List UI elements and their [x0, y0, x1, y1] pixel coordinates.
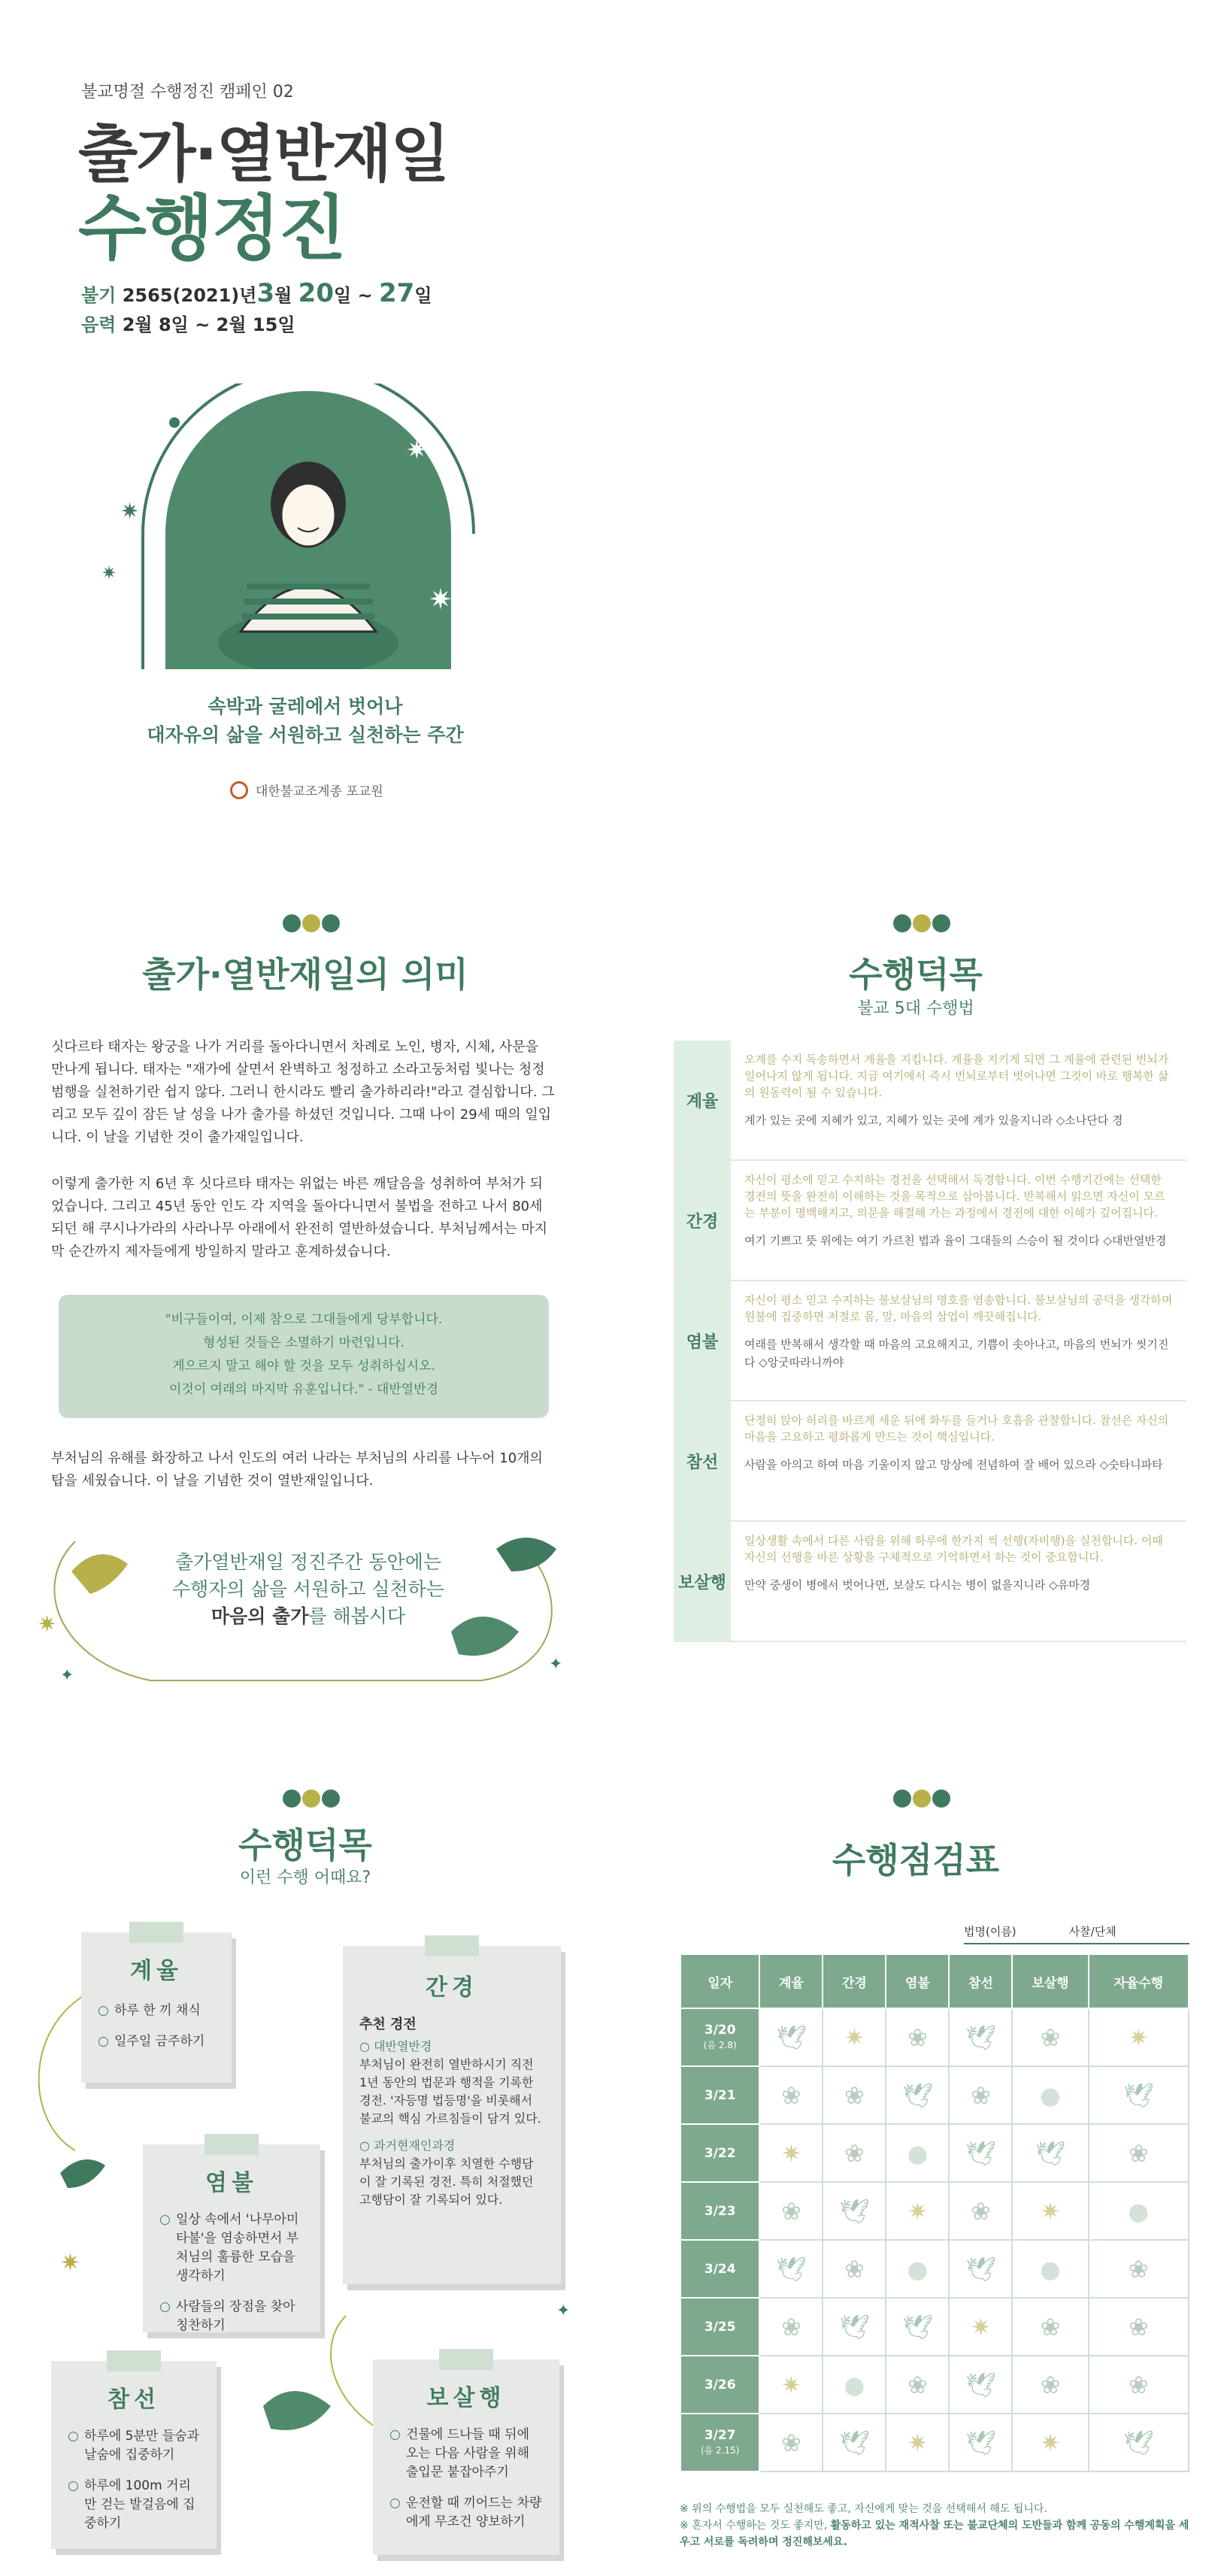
date-cell	[680, 2240, 759, 2298]
bird-icon: 🕊	[839, 2196, 870, 2226]
sutra-desc: 부처님의 출가이후 치열한 수행담이 잘 기록된 경전. 특히 처절했던 고행담이 잘 기록되어 있다.	[359, 2156, 534, 2207]
virtue-row	[674, 1522, 1186, 1642]
check-cell[interactable]	[886, 2182, 949, 2240]
table-row	[680, 2066, 1189, 2124]
check-cell[interactable]	[1012, 2124, 1088, 2182]
lotus-icon: ❀	[781, 2196, 801, 2226]
seal-icon	[230, 781, 248, 799]
virtue-description: 자신이 평소 믿고 수지하는 불보살님의 명호를 염송합니다. 불보살님의 공덕을 생각하며 원불에 집중하면 저절로 몸, 말, 마음의 삼업이 깨끗해집니다.	[744, 1293, 1173, 1323]
check-cell[interactable]	[1089, 2124, 1189, 2182]
note-chanting	[143, 2144, 320, 2332]
section-dots	[893, 914, 950, 932]
bird-icon: 🕊	[1123, 2080, 1154, 2110]
circle-icon: ●	[907, 2138, 929, 2168]
svg-text:✷: ✷	[120, 499, 140, 525]
note-list	[68, 2427, 200, 2533]
check-cell[interactable]	[949, 2124, 1012, 2182]
check-cell[interactable]	[759, 2298, 823, 2356]
list-item: ○ 일상 속에서 '나무아미타불'을 염송하면서 부처님의 훌륭한 모습을 생각하기	[159, 2211, 304, 2286]
note-meditation	[51, 2361, 217, 2549]
checklist-footnote	[680, 2501, 1198, 2550]
practice-title: 수행덕목	[238, 1825, 372, 1865]
check-cell[interactable]	[886, 2240, 949, 2298]
check-cell[interactable]	[1089, 2240, 1189, 2298]
check-cell[interactable]	[823, 2066, 886, 2124]
virtues-table	[674, 1041, 1186, 1642]
check-cell[interactable]	[1012, 2298, 1088, 2356]
date-label: 3/20	[704, 2022, 736, 2038]
meaning-paragraph-1: 싯다르타 태자는 왕궁을 나가 거리를 돌아다니면서 차례로 노인, 병자, 시체, 사문을 만나게 됩니다. 태자는 "재가에 살면서 완벽하고 청정하고 소라고둥처럼 빛나는 청정범행을 실천하기란 쉽지 않다. 그러니 한시라도 빨리 출가하리라!"라고 결심합니다. 그리고 모두 깊이 잠든 날 성을 나가 출가를 하셨던 것입니다. 그때 나이 29세 때의 일입니다. 이 날을 기념한 것이 출가재일입니다.	[51, 1039, 555, 1145]
date-label: 3/26	[704, 2377, 736, 2393]
note-list	[98, 2002, 215, 2051]
check-cell[interactable]	[886, 2124, 949, 2182]
bird-icon: 🕊	[965, 2254, 996, 2284]
date-label: 3/22	[704, 2145, 736, 2161]
lunar-date-label: (음 2.8)	[703, 2039, 737, 2050]
virtue-body	[731, 1522, 1186, 1641]
bird-icon: 🕊	[965, 2023, 996, 2052]
virtues-title: 수행덕목	[849, 954, 983, 995]
svg-text:✦: ✦	[556, 2302, 571, 2320]
check-cell[interactable]	[1012, 2182, 1088, 2240]
svg-text:✷: ✷	[429, 583, 453, 616]
section-dots	[893, 1790, 950, 1808]
practice-checklist-table	[680, 1953, 1189, 2472]
list-item: ○ 건물에 드나들 때 뒤에 오는 다음 사람을 위해 출입문 붙잡아주기	[389, 2426, 543, 2482]
date-label: 3/25	[704, 2319, 736, 2335]
date-label: 3/27	[704, 2427, 736, 2443]
check-cell[interactable]	[1089, 2356, 1189, 2414]
campaign-kicker: 불교명절 수행정진 캠페인 02	[81, 83, 294, 102]
circle-icon: ●	[1040, 2080, 1061, 2110]
check-cell[interactable]	[949, 2356, 1012, 2414]
tape	[107, 2350, 161, 2371]
table-header-row	[680, 1954, 1189, 2008]
check-cell[interactable]	[949, 2298, 1012, 2356]
check-cell[interactable]	[1012, 2066, 1088, 2124]
column-header: 참선	[949, 1954, 1012, 2008]
lotus-icon: ❀	[844, 2080, 865, 2110]
check-cell[interactable]	[886, 2008, 949, 2066]
footnote-line: ※ 혼자서 수행하는 것도 좋지만, 활동하고 있는 재적사찰 또는 불교단체의 도반들과 함께 공동의 수행계획을 세우고 서로를 독려하며 정진해보세요.	[680, 2520, 1189, 2548]
lotus-icon: ❀	[1128, 2254, 1149, 2284]
check-cell[interactable]	[823, 2298, 886, 2356]
bird-icon: 🕊	[1035, 2138, 1066, 2168]
circle-icon: ●	[844, 2370, 865, 2399]
check-cell[interactable]	[1012, 2240, 1088, 2298]
column-header: 보살행	[1012, 1954, 1088, 2008]
bird-icon: 🕊	[902, 2312, 933, 2341]
note-title: 계율	[130, 1958, 183, 1984]
svg-text:✷: ✷	[101, 562, 117, 583]
date-cell	[680, 2124, 759, 2182]
lotus-icon: ❀	[971, 2080, 991, 2110]
column-header: 계율	[759, 1954, 823, 2008]
meaning-paragraph-3: 부처님의 유해를 화장하고 나서 인도의 여러 나라는 부처님의 사리를 나누어 10개의 탑을 세웠습니다. 이 날을 기념한 것이 열반재일입니다.	[51, 1450, 543, 1489]
column-header: 염불	[886, 1954, 949, 2008]
meaning-paragraph-2: 이렇게 출가한 지 6년 후 싯다르타 태자는 위없는 바른 깨달음을 성취하여 부처가 되었습니다. 그리고 45년 동안 인도 각 지역을 돌아다니면서 불법을 전하고 나서 80세 되던 해 쿠시나가라의 사라나무 아래에서 완전히 열반하셨습니다. 부처님께서는 마지막 순간까지 제자들에게 방일하지 말라고 훈계하셨습니다.	[51, 1176, 548, 1259]
star-icon: ✷	[781, 2370, 801, 2399]
invite-line: 수행자의 삶을 서원하고 실천하는	[172, 1578, 444, 1600]
svg-text:✷: ✷	[38, 1611, 57, 1638]
virtue-quote: 여래를 반복해서 생각할 때 마음의 고요해지고, 기쁨이 솟아나고, 마음의 번뇌가 씻기진다 ◇앙굿따라니까야	[744, 1338, 1169, 1369]
note-sutra	[343, 1946, 561, 2284]
lotus-icon: ❀	[1128, 2312, 1149, 2341]
list-item: ○ 하루에 100m 거리만 걷는 발걸음에 집중하기	[68, 2477, 200, 2533]
buddha-quote-box	[59, 1295, 549, 1418]
virtue-head: 염불	[674, 1281, 731, 1400]
table-row	[680, 2414, 1189, 2471]
note-title: 염불	[205, 2170, 258, 2196]
list-item: ○ 하루에 5분만 들숨과 날숨에 집중하기	[68, 2427, 200, 2465]
table-row	[680, 2124, 1189, 2182]
column-header: 자율수행	[1089, 1954, 1189, 2008]
invite-emphasis: 마음의 출가	[211, 1605, 309, 1627]
svg-text:✦: ✦	[60, 1666, 74, 1685]
bird-icon: 🕊	[776, 2023, 807, 2052]
check-cell[interactable]	[759, 2066, 823, 2124]
virtue-row	[674, 1041, 1186, 1161]
quote-line: 형성된 것들은 소멸하기 마련입니다.	[203, 1335, 404, 1350]
table-row	[680, 2182, 1189, 2240]
lotus-icon: ❀	[971, 2196, 991, 2226]
invitation-text	[150, 1549, 466, 1630]
virtue-row	[674, 1281, 1186, 1402]
table-row	[680, 2356, 1189, 2414]
legend-underline	[964, 1943, 1189, 1944]
bird-icon: 🕊	[965, 2428, 996, 2457]
hero-title-line1: 출가·열반재일	[78, 119, 449, 190]
check-cell[interactable]	[759, 2124, 823, 2182]
virtue-description: 자신이 평소에 믿고 수지하는 경전을 선택해서 독경합니다. 이번 수행기간에는 선택한 경전의 뜻을 완전히 이해하는 것을 목적으로 삼아봅니다. 반복해서 읽으면 자신이 모르는 부분이 명백해지고, 의문을 해결해 가는 과정에서 경전에 대한 이해가 깊어집니다.	[744, 1173, 1165, 1220]
quote-line: 이것이 여래의 마지막 유훈입니다." - 대반열반경	[168, 1382, 438, 1397]
list-item: ○ 사람들의 장점을 찾아 칭찬하기	[159, 2298, 304, 2335]
tagline-line1: 속박과 굴레에서 벗어나	[208, 696, 403, 717]
virtue-body	[731, 1161, 1186, 1280]
check-cell[interactable]	[759, 2356, 823, 2414]
virtue-description: 일상생활 속에서 다른 사람을 위해 하루에 한가지 씩 선행(자비행)을 실천합니다. 이때 자신의 선행을 바른 상황을 구체적으로 기억하면서 하는 것이 중요합니다.	[744, 1534, 1163, 1564]
name-field-label: 법명(이름)	[964, 1925, 1016, 1938]
note-title: 보살행	[426, 2385, 506, 2411]
organization-name: 대한불교조계종 포교원	[256, 784, 383, 799]
lotus-icon: ❀	[781, 2312, 801, 2341]
virtue-head: 보살행	[674, 1522, 731, 1641]
virtue-head: 간경	[674, 1161, 731, 1280]
table-row	[680, 2240, 1189, 2298]
tape	[425, 1935, 479, 1956]
check-cell[interactable]	[759, 2008, 823, 2066]
date-label: 3/24	[704, 2261, 736, 2277]
date-cell	[680, 2298, 759, 2356]
meditating-person-illustration	[75, 383, 541, 669]
svg-text:✷: ✷	[406, 435, 428, 465]
tagline-line2: 대자유의 삶을 서원하고 실천하는 주간	[147, 724, 464, 746]
meaning-title: 출가·열반재일의 의미	[142, 954, 468, 995]
check-cell[interactable]	[949, 2066, 1012, 2124]
date-cell	[680, 2008, 759, 2066]
virtue-body	[731, 1281, 1186, 1400]
check-cell[interactable]	[886, 2298, 949, 2356]
sutra-desc: 부처님이 완전히 열반하시기 직전 1년 동안의 법문과 행적을 기록한 경전. '자등명 법등명'을 비롯해서 불교의 핵심 가르침들이 담겨 있다.	[359, 2057, 541, 2126]
lunar-date-label: (음 2.15)	[700, 2444, 740, 2456]
check-cell[interactable]	[1089, 2066, 1189, 2124]
virtue-row	[674, 1402, 1186, 1522]
virtue-body	[731, 1041, 1186, 1159]
circle-icon: ●	[907, 2254, 929, 2284]
group-field-label: 사찰/단체	[1068, 1925, 1116, 1938]
bird-icon: 🕊	[965, 2370, 996, 2399]
lotus-icon: ❀	[907, 2023, 928, 2052]
svg-text:✷: ✷	[60, 2248, 80, 2277]
tape	[439, 2349, 493, 2370]
tape	[129, 1922, 183, 1943]
column-header: 일자	[680, 1954, 759, 2008]
virtue-quote: 여기 기쁘고 뜻 위에는 여기 가르친 법과 율이 그대들의 스승이 될 것이다 ◇대반열반경	[744, 1234, 1167, 1247]
virtue-head: 계율	[674, 1041, 731, 1159]
lotus-icon: ❀	[1040, 2312, 1061, 2341]
check-cell[interactable]	[1089, 2414, 1189, 2471]
quote-line: "비구들이여, 이제 참으로 그대들에게 당부합니다.	[165, 1312, 443, 1327]
check-cell[interactable]	[759, 2182, 823, 2240]
organization-logo	[230, 780, 383, 799]
list-item: ○ 일주일 금주하기	[98, 2032, 215, 2051]
lotus-icon: ❀	[1128, 2138, 1149, 2168]
virtue-body	[731, 1402, 1186, 1520]
sutra-name: ○ 대반열반경	[359, 2039, 432, 2053]
date-cell	[680, 2356, 759, 2414]
recommended-heading: 추천 경전	[359, 2017, 417, 2032]
virtue-row	[674, 1161, 1186, 1281]
virtue-description: 오계를 수지 독송하면서 계율을 지킵니다. 계율을 지키게 되면 그 계율에 관련된 번뇌가 일어나지 않게 됩니다. 지금 여기에서 즉시 번뇌로부터 벗어나면 그것이 바로 행복한 삶의 원동력이 될 수 있습니다.	[744, 1053, 1169, 1099]
note-precepts	[81, 1932, 232, 2083]
date-solar: 불기 2565(2021)년3월 20일 ~ 27일	[81, 278, 432, 308]
date-cell	[680, 2182, 759, 2240]
footnote-line: ※ 위의 수행법을 모두 실천해도 좋고, 자신에게 맞는 것을 선택해서 해도 됩니다.	[680, 2503, 1047, 2515]
virtue-quote: 만약 중생이 병에서 벗어나면, 보살도 다시는 병이 없을지니라 ◇유마경	[744, 1578, 1091, 1592]
star-icon: ✷	[1040, 2196, 1061, 2226]
virtue-quote: 계가 있는 곳에 지혜가 있고, 지혜가 있는 곳에 계가 있을지니라 ◇소나단다 경	[744, 1114, 1123, 1127]
check-cell[interactable]	[823, 2008, 886, 2066]
check-cell[interactable]	[1012, 2414, 1088, 2471]
circle-icon: ●	[1128, 2196, 1150, 2226]
check-cell[interactable]	[823, 2124, 886, 2182]
star-icon: ✷	[781, 2138, 801, 2168]
note-title: 간경	[426, 1974, 478, 2001]
bird-icon: 🕊	[902, 2080, 933, 2110]
star-icon: ✷	[907, 2196, 928, 2226]
lotus-icon: ❀	[1040, 2370, 1061, 2399]
lotus-icon: ❀	[1128, 2370, 1149, 2399]
check-cell[interactable]	[886, 2066, 949, 2124]
check-cell[interactable]	[759, 2240, 823, 2298]
table-row	[680, 2298, 1189, 2356]
star-icon: ✷	[1040, 2428, 1061, 2457]
section-dots	[283, 1790, 340, 1808]
check-cell[interactable]	[949, 2008, 1012, 2066]
note-list	[159, 2211, 304, 2335]
check-cell[interactable]	[823, 2356, 886, 2414]
circle-icon: ●	[1040, 2254, 1061, 2284]
note-list	[389, 2426, 543, 2532]
bird-icon: 🕊	[839, 2428, 870, 2457]
star-icon: ✷	[907, 2428, 928, 2457]
lotus-icon: ❀	[844, 2254, 865, 2284]
sutra-name: ○ 과거현재인과경	[359, 2138, 456, 2153]
lotus-icon: ❀	[781, 2428, 801, 2457]
bird-icon: 🕊	[965, 2138, 996, 2168]
virtue-quote: 사람을 아의고 하여 마음 기울이지 않고 망상에 전념하여 잘 배어 있으라 ◇숫타니파타	[744, 1458, 1163, 1471]
check-cell[interactable]	[886, 2414, 949, 2471]
virtue-head: 참선	[674, 1402, 731, 1520]
bird-icon: 🕊	[776, 2254, 807, 2284]
svg-text:✦: ✦	[549, 1655, 563, 1674]
star-icon: ✷	[1128, 2023, 1149, 2052]
lotus-icon: ❀	[907, 2370, 928, 2399]
check-cell[interactable]	[823, 2182, 886, 2240]
tape	[205, 2134, 259, 2155]
invite-line: 출가열반재일 정진주간 동안에는	[175, 1551, 441, 1573]
date-lunar: 음력 2월 8일 ~ 2월 15일	[81, 314, 295, 335]
star-icon: ✷	[971, 2312, 991, 2341]
check-cell[interactable]	[823, 2240, 886, 2298]
invite-rest: 를 해봅시다	[308, 1605, 406, 1627]
list-item: ○ 하루 한 끼 채식	[98, 2002, 215, 2020]
star-icon: ✷	[844, 2023, 865, 2052]
check-cell[interactable]	[823, 2414, 886, 2471]
date-label: 3/21	[704, 2087, 736, 2103]
bird-icon: 🕊	[1123, 2428, 1154, 2457]
date-cell	[680, 2066, 759, 2124]
list-item: ○ 운전할 때 끼어드는 차량에게 무조건 양보하기	[389, 2494, 543, 2532]
table-row	[680, 2008, 1189, 2066]
lotus-icon: ❀	[781, 2080, 801, 2110]
date-label: 3/23	[704, 2203, 736, 2219]
quote-line: 게으르지 말고 해야 할 것을 모두 성취하십시오.	[172, 1359, 435, 1374]
lotus-icon: ❀	[1040, 2023, 1061, 2052]
virtues-subtitle: 불교 5대 수행법	[857, 999, 974, 1018]
note-title: 참선	[108, 2387, 160, 2413]
check-cell[interactable]	[949, 2240, 1012, 2298]
section-dots	[283, 914, 340, 932]
lotus-icon: ❀	[844, 2138, 865, 2168]
bird-icon: 🕊	[839, 2312, 870, 2341]
virtue-description: 단정히 앉아 허리를 바르게 세운 뒤에 화두를 들거나 호흡을 관찰합니다. 참선은 자신의 마음을 고요하고 평화롭게 만드는 것이 핵심입니다.	[744, 1414, 1169, 1444]
check-cell[interactable]	[949, 2414, 1012, 2471]
check-cell[interactable]	[759, 2414, 823, 2471]
check-cell[interactable]	[1012, 2008, 1088, 2066]
check-cell[interactable]	[1089, 2008, 1189, 2066]
checklist-legend	[964, 1923, 1116, 1939]
checklist-title: 수행점검표	[832, 1840, 1000, 1880]
check-cell[interactable]	[886, 2356, 949, 2414]
note-bodhisattva	[373, 2359, 559, 2555]
hero-title-line2: 수행정진	[78, 188, 346, 270]
column-header: 간경	[823, 1954, 886, 2008]
check-cell[interactable]	[1012, 2356, 1088, 2414]
check-cell[interactable]	[1089, 2182, 1189, 2240]
date-cell	[680, 2414, 759, 2471]
check-cell[interactable]	[1089, 2298, 1189, 2356]
practice-subtitle: 이런 수행 어때요?	[239, 1868, 371, 1887]
invite-line	[150, 1603, 466, 1630]
check-cell[interactable]	[949, 2182, 1012, 2240]
